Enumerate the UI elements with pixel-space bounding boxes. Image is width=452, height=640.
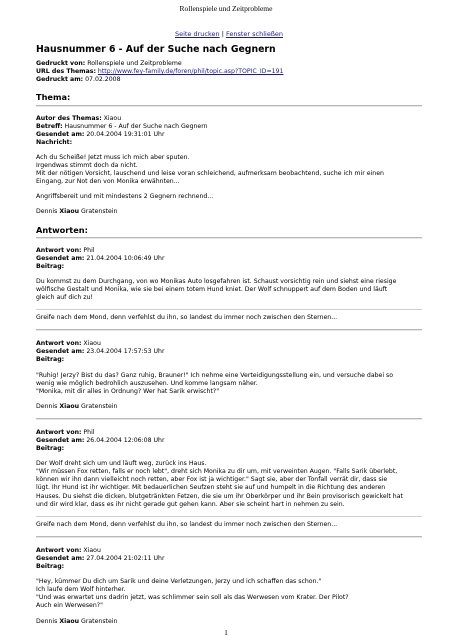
reply-sent-label: Gesendet am:: [36, 554, 85, 562]
topic-line: Ach du Scheiße! Jetzt muss ich mich aber sputen.: [36, 153, 190, 161]
top-links: [36, 30, 422, 38]
answer-by-label: Antwort von:: [36, 246, 82, 254]
page-number: 1: [224, 628, 228, 637]
printed-on-value: 07.02.2008: [85, 76, 121, 84]
reply-signature: Dennis Xiaou Gratenstein: [36, 402, 118, 410]
topic-title: Hausnummer 6 - Auf der Suche nach Gegnern: [36, 44, 276, 56]
reply-line: wenig wie möglich bedrohlich auszusehen. Und komme langsam näher.: [36, 379, 258, 387]
reply-line: gleich auf dich zu!: [36, 294, 93, 302]
reply-line: Du kommst zu dem Durchgang, von wo Monikas Auto losgefahren ist. Schaust vorsichtig rein und siehst eine riesige: [36, 277, 397, 285]
reply-line: Hauses. Du siehst die dicken, blutgetränkten Fetzen, die sie um ihr Oberkörper und ihr Bein provisorisch gewickelt hat: [36, 492, 403, 500]
reply-line: wölfische Gestalt und Monika, wie sie bei einem totem Hund kniet. Der Wolf schnuppert auf dem Boden und läuft: [36, 285, 388, 293]
reply-post: [36, 340, 422, 411]
answer-by-label: Antwort von:: [36, 546, 82, 554]
reply-date: 26.04.2004 12:06:08 Uhr: [86, 437, 165, 444]
reply-line: "Und was erwartet uns dadrin jetzt, was schlimmer sein soll als das Werwesen vom Krater. Der Pilot?: [36, 594, 349, 602]
topic-signature: Dennis Xiaou Gratenstein: [36, 208, 118, 216]
reply-line: können wir ihn dann vielleicht noch retten, aber Fox ist ja wichtiger." Sagt sie, aber der Tonfall verrät dir, dass sie: [36, 476, 388, 484]
topic-subject-value: Hausnummer 6 - Auf der Suche nach Gegnern: [64, 122, 208, 130]
links-separator: |: [219, 30, 226, 38]
page-header: Rollenspiele und Zeitprobleme: [179, 4, 273, 13]
print-document: [36, 30, 422, 626]
printed-by-value: Rollenspiele und Zeitprobleme: [87, 60, 182, 68]
reply-line: lügt. Ihr Hund ist ihr wichtiger. Mit bedauerlichen Seufzen steht sie auf und humpelt in die Richtung des anderen: [36, 484, 386, 492]
topic-sent-label: Gesendet am:: [36, 130, 85, 138]
divider: [36, 329, 422, 331]
answer-by-label: Antwort von:: [36, 340, 82, 348]
reply-post: [36, 547, 422, 626]
divider: [36, 237, 422, 239]
divider: [36, 105, 422, 107]
topic-message-label: Nachricht:: [36, 138, 73, 146]
topic-post: [36, 115, 422, 217]
print-meta: [36, 60, 422, 84]
topic-sent-value: 20.04.2004 19:31:01 Uhr: [86, 130, 165, 138]
reply-line: "Wir müssen Fox retten, falls er noch lebt", dreht sich Monika zu dir um, mit verweinten Augen. "Falls Sarik überlebt,: [36, 468, 398, 476]
reply-line: "Ruhig! Jerzy? Bist du das? Ganz ruhig, Brauner!" Ich nehme eine Verteidigungsstellung ein, und versuche dabei so: [36, 371, 394, 379]
divider: [36, 536, 422, 538]
signature-divider: [36, 309, 422, 310]
reply-date: 23.04.2004 17:57:53 Uhr: [86, 348, 165, 356]
reply-author: Xiaou: [83, 546, 101, 554]
reply-date: 21.04.2004 10:06:49 Uhr: [86, 254, 165, 262]
topic-url-label: URL des Themas:: [36, 68, 96, 76]
topic-subject-label: Betreff:: [36, 122, 63, 130]
reply-sent-label: Gesendet am:: [36, 348, 85, 356]
topic-heading: Thema:: [36, 92, 71, 103]
reply-post-label: Beitrag:: [36, 445, 65, 453]
printed-by-label: Gedruckt von:: [36, 60, 86, 68]
reply-post: [36, 429, 422, 529]
signature-divider: [36, 516, 422, 517]
reply-post-label: Beitrag:: [36, 563, 65, 571]
reply-line: "Monika, mit dir alles in Ordnung? Wer hat Sarik erwischt?": [36, 387, 220, 395]
divider: [36, 418, 422, 420]
topic-url-link[interactable]: http://www.fey-family.de/foren/phil/topic.asp?TOPIC_ID=191: [97, 68, 284, 76]
answers-heading: Antworten:: [36, 224, 88, 235]
topic-author-label: Autor des Themas:: [36, 114, 102, 122]
reply-sent-label: Gesendet am:: [36, 437, 85, 444]
close-window-link[interactable]: Fenster schließen: [225, 30, 284, 38]
reply-line: Auch ein Werwesen?": [36, 602, 103, 610]
print-page-link[interactable]: Seite drucken: [174, 30, 220, 38]
reply-date: 27.04.2004 21:02:11 Uhr: [86, 554, 165, 562]
reply-line: und dir wird klar, dass es ihr nicht gerade gut gehen kann. Aber sie scheint hart in nehmen zu sein.: [36, 500, 345, 508]
reply-line: Der Wolf dreht sich um und läuft weg, zurück ins Haus.: [36, 460, 207, 468]
reply-line: "Hey, kümmer Du dich um Sarik und deine Verletzungen, Jerzy und ich schaffen das schon.": [36, 578, 322, 586]
answer-by-label: Antwort von:: [36, 428, 82, 436]
topic-line: Irgendwas stimmt doch da nicht.: [36, 162, 138, 170]
reply-line: Ich laufe dem Wolf hinterher.: [36, 586, 126, 594]
printed-on-label: Gedruckt am:: [36, 76, 84, 84]
reply-post-label: Beitrag:: [36, 356, 65, 364]
reply-author: Phil: [83, 428, 95, 436]
reply-post-label: Beitrag:: [36, 262, 65, 270]
reply-signature: Dennis Xiaou Gratenstein: [36, 617, 118, 625]
reply-signature: Greife nach dem Mond, denn verfehlst du ihn, so landest du immer noch zwischen den Sternen...: [36, 314, 338, 322]
topic-line: Eingang, zur Not den von Monika erwähnten...: [36, 178, 180, 186]
reply-post: [36, 247, 422, 323]
reply-author: Phil: [83, 246, 95, 254]
reply-sent-label: Gesendet am:: [36, 254, 85, 262]
topic-line: Angriffsbereit und mit mindestens 2 Gegnern rechnend...: [36, 193, 214, 201]
reply-author: Xiaou: [83, 340, 101, 348]
reply-signature: Greife nach dem Mond, denn verfehlst du ihn, so landest du immer noch zwischen den Sternen...: [36, 520, 338, 528]
topic-line: Mit der nötigen Vorsicht, lauschend und leise voran schleichend, aufmerksam beobachtend, suche ich mir einen: [36, 170, 384, 178]
topic-author-value: Xiaou: [103, 114, 122, 122]
